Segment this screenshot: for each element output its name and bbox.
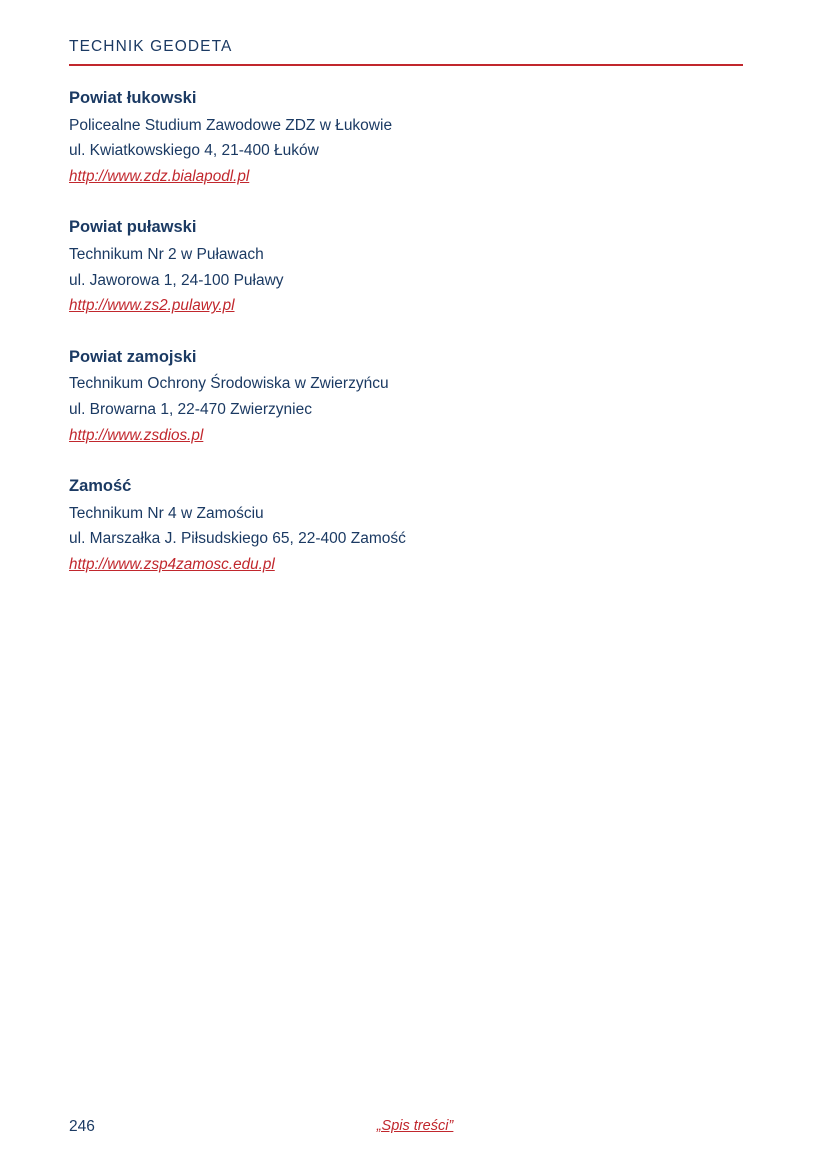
school-entry-list (69, 86, 759, 604)
page-header (69, 38, 743, 66)
list-item (69, 86, 759, 189)
entry-address: ul. Kwiatkowskiego 4, 21-400 Łuków (69, 142, 319, 160)
list-item (69, 345, 759, 448)
entry-school-name: Technikum Nr 2 w Puławach (69, 245, 264, 263)
entry-school-name: Technikum Ochrony Środowiska w Zwierzyńcu (69, 375, 389, 393)
entry-address: ul. Jaworowa 1, 24-100 Puławy (69, 271, 284, 289)
entry-website-link[interactable]: http://www.zsp4zamosc.edu.pl (69, 556, 275, 574)
table-of-contents-link[interactable] (0, 1118, 830, 1134)
entry-county-title: Powiat puławski (69, 218, 197, 237)
table-of-contents-label: „Spis treści” (376, 1118, 454, 1134)
entry-county-title: Zamość (69, 477, 132, 496)
entry-school-name: Technikum Nr 4 w Zamościu (69, 504, 264, 522)
header-divider (69, 64, 743, 66)
list-item (69, 474, 759, 577)
page-number: 246 (69, 1118, 95, 1135)
list-item (69, 215, 759, 318)
entry-website-link[interactable]: http://www.zdz.bialapodl.pl (69, 168, 250, 185)
page-title: TECHNIK GEODETA (69, 38, 233, 55)
page-footer (0, 1118, 830, 1148)
entry-address: ul. Marszałka J. Piłsudskiego 65, 22-400 Zamość (69, 530, 406, 548)
entry-website-link[interactable]: http://www.zsdios.pl (69, 426, 204, 444)
entry-school-name: Policealne Studium Zawodowe ZDZ w Łukowie (69, 116, 393, 134)
entry-county-title: Powiat łukowski (69, 89, 197, 107)
entry-county-title: Powiat zamojski (69, 347, 197, 366)
entry-website-link[interactable]: http://www.zs2.pulawy.pl (69, 297, 235, 315)
entry-address: ul. Browarna 1, 22-470 Zwierzyniec (69, 401, 312, 419)
